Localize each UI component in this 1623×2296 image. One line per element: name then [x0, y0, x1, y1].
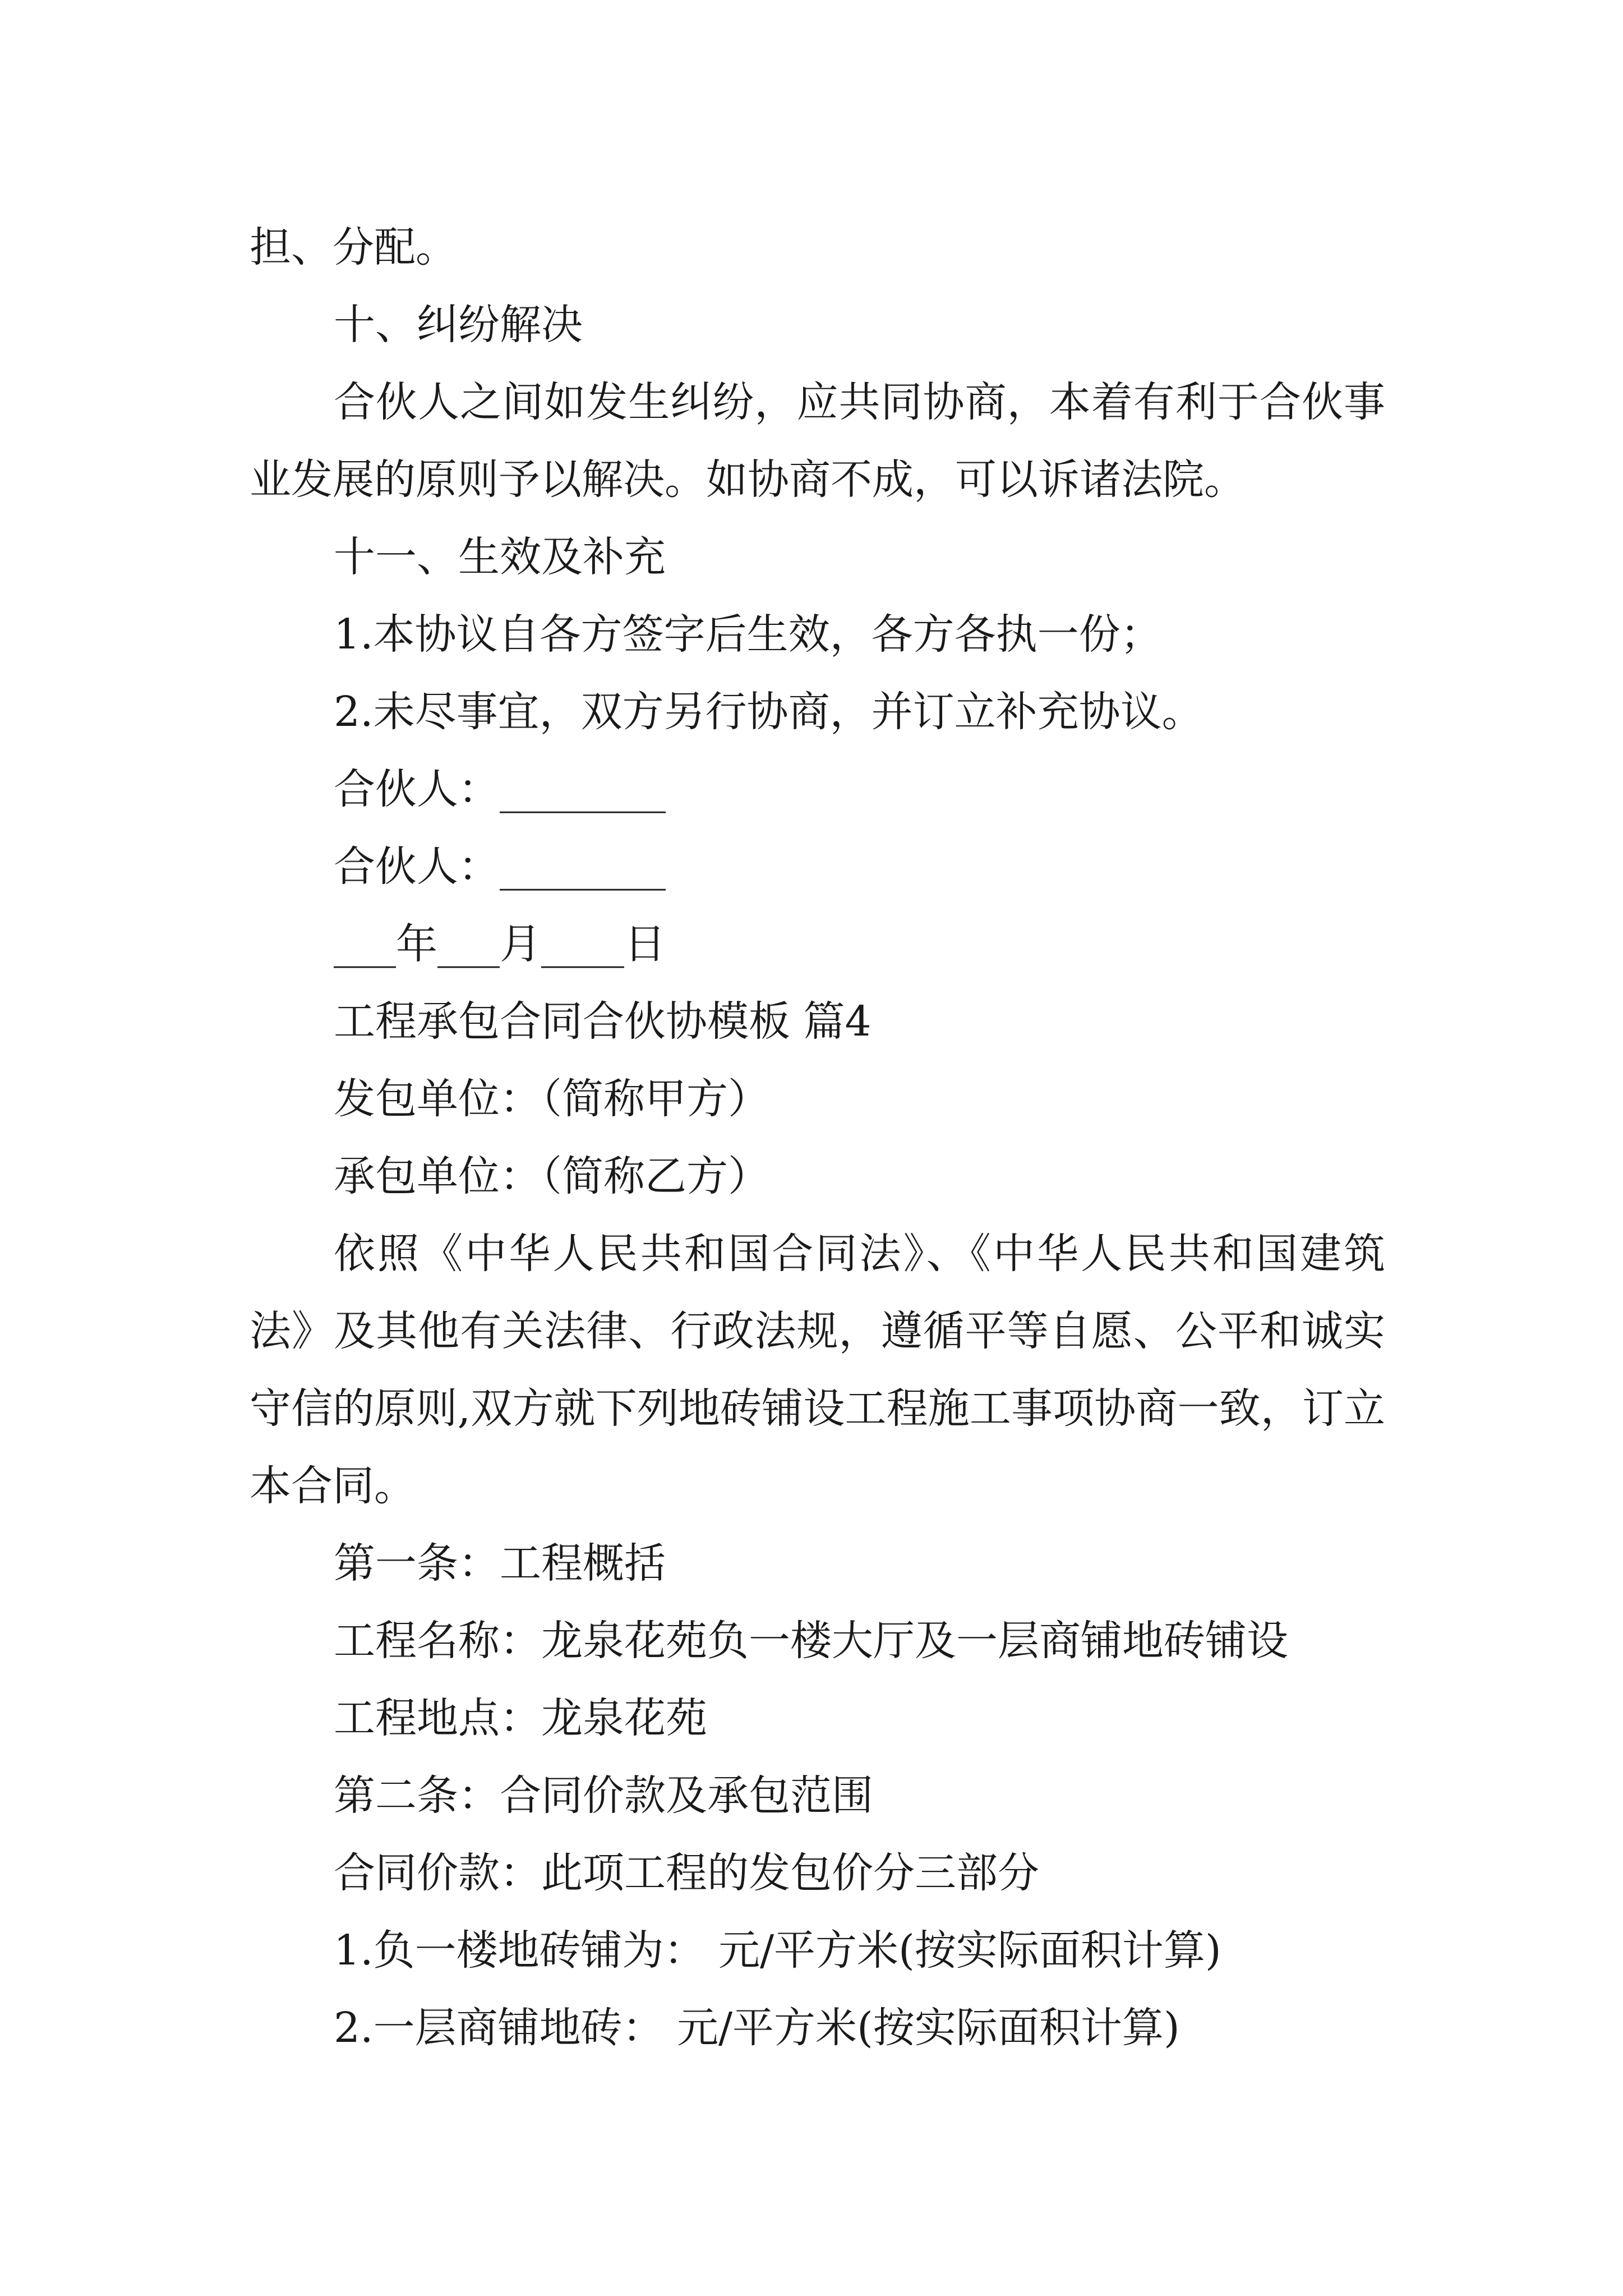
- article-heading-2: 第二条：合同价款及承包范围: [334, 1772, 873, 1820]
- clause-item-2: 2.未尽事宜，双方另行协商，并订立补充协议。: [334, 688, 1204, 736]
- partner-signature-line: 合伙人：________: [334, 843, 666, 891]
- party-a-line: 发包单位：（简称甲方）: [334, 1075, 769, 1123]
- clause-item-1: 1.本协议自各方签字后生效，各方各执一份；: [334, 610, 1162, 659]
- document-body: [250, 209, 1385, 2067]
- party-b-line: 承包单位：（简称乙方）: [334, 1152, 769, 1200]
- document-title: 工程承包合同合伙协模板 篇4: [334, 997, 872, 1046]
- article-heading-1: 第一条：工程概括: [334, 1539, 666, 1588]
- contract-price-line: 合同价款：此项工程的发包价分三部分: [334, 1849, 1039, 1897]
- paragraph-dispute: 合伙人之间如发生纠纷，应共同协商，本着有利于合伙事业发展的原则予以解决。如协商不成，可以诉诸法院。: [250, 378, 1385, 504]
- section-heading-dispute: 十、纠纷解决: [334, 301, 583, 349]
- text-line-continuation: 担、分配。: [250, 223, 457, 272]
- section-heading-effect: 十一、生效及补充: [334, 533, 666, 581]
- price-item-2: 2.一层商铺地砖： 元/平方米(按实际面积计算): [334, 2004, 1180, 2052]
- project-location-line: 工程地点：龙泉花苑: [334, 1694, 707, 1742]
- price-item-1: 1.负一楼地砖铺为： 元/平方米(按实际面积计算): [334, 1926, 1221, 1975]
- paragraph-preamble: 依照《中华人民共和国合同法》、《中华人民共和国建筑法》及其他有关法律、行政法规，遵循平等自愿、公平和诚实守信的原则,双方就下列地砖铺设工程施工事项协商一致，订立本合同。: [250, 1230, 1385, 1510]
- project-name-line: 工程名称：龙泉花苑负一楼大厅及一层商铺地砖铺设: [334, 1617, 1288, 1665]
- date-line: ___年___月____日: [334, 920, 666, 968]
- partner-signature-line: 合伙人：________: [334, 765, 666, 813]
